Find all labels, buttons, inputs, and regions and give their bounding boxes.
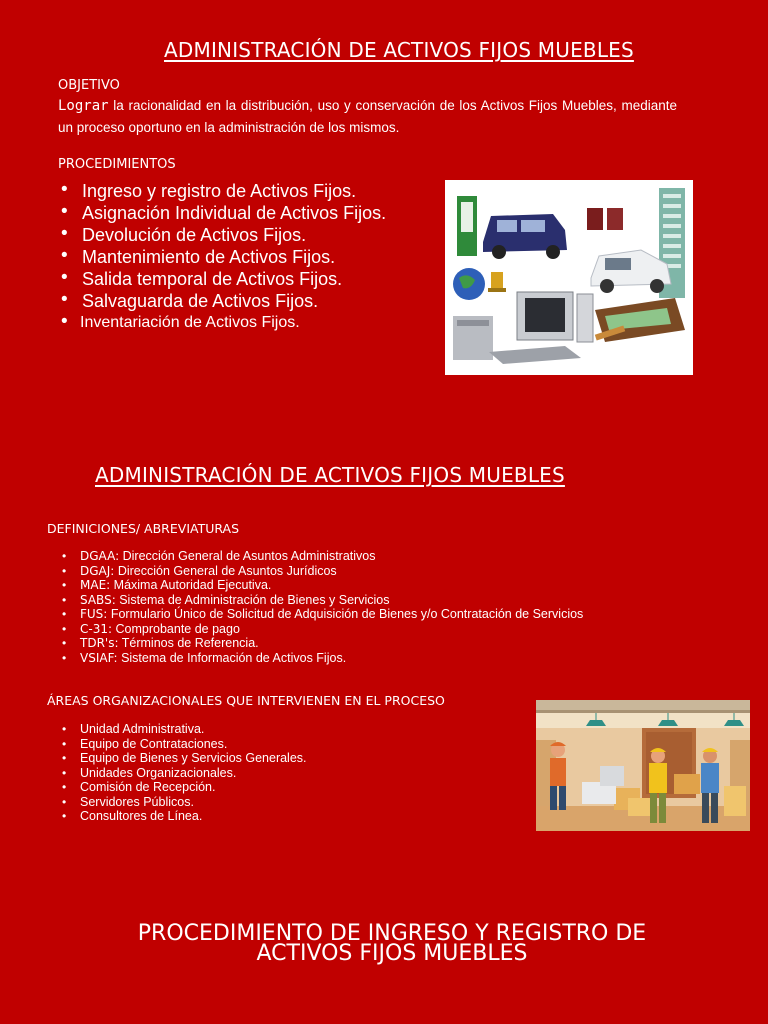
procedures-label: PROCEDIMIENTOS: [58, 157, 176, 172]
slide3-title-line2: ACTIVOS FIJOS MUEBLES: [256, 941, 528, 966]
list-item: • Asignación Individual de Activos Fijos.: [58, 202, 386, 224]
list-item: • Unidades Organizacionales.: [47, 766, 307, 781]
objective-text: [58, 95, 677, 138]
list-item: [47, 651, 583, 666]
areas-list: [47, 722, 307, 824]
list-item: • Equipo de Contrataciones.: [47, 737, 307, 752]
abbreviation: C-31:: [80, 621, 113, 636]
slide1-title: ADMINISTRACIÓN DE ACTIVOS FIJOS MUEBLES: [164, 38, 634, 62]
slide3-title: [84, 921, 700, 966]
list-item: • Servidores Públicos.: [47, 795, 307, 810]
list-item: [47, 549, 583, 564]
procedures-list: [58, 180, 386, 334]
list-item: • Unidad Administrativa.: [47, 722, 307, 737]
list-item: [47, 578, 583, 593]
abbreviation: MAE:: [80, 578, 111, 592]
slide2-title: ADMINISTRACIÓN DE ACTIVOS FIJOS MUEBLES: [95, 463, 565, 487]
list-item: • Comisión de Recepción.: [47, 780, 307, 795]
definition: Sistema de Información de Activos Fijos.: [117, 650, 347, 665]
list-item: • Salvaguarda de Activos Fijos.: [58, 290, 386, 312]
assets-collage-image: [445, 180, 693, 375]
definition: Comprobante de pago: [112, 621, 240, 636]
list-item: • Devolución de Activos Fijos.: [58, 224, 386, 246]
slide3-title-line1: PROCEDIMIENTO DE INGRESO Y REGISTRO DE: [137, 921, 647, 946]
list-item: [47, 622, 583, 637]
definitions-list: [47, 549, 583, 665]
warehouse-workers-image: [536, 700, 750, 831]
list-item: [47, 636, 583, 651]
objective-body: la racionalidad en la distribución, uso y conservación de los Activos Fijos Muebles, mediante un proceso oportuno en la administración de los mismos.: [58, 98, 677, 135]
abbreviation: TDR's:: [80, 636, 119, 650]
definition: Dirección General de Asuntos Jurídicos: [114, 563, 337, 578]
objective-label: OBJETIVO: [58, 78, 120, 93]
list-item: [47, 607, 583, 622]
definition: Dirección General de Asuntos Administrativos: [119, 549, 376, 563]
areas-label: ÁREAS ORGANIZACIONALES QUE INTERVIENEN EN EL PROCESO: [47, 693, 445, 708]
list-item: • Ingreso y registro de Activos Fijos.: [58, 180, 386, 202]
definition: Sistema de Administración de Bienes y Servicios: [115, 592, 390, 607]
list-item: • Mantenimiento de Activos Fijos.: [58, 246, 386, 268]
definition: Máxima Autoridad Ejecutiva.: [110, 578, 272, 592]
definition: Formulario Único de Solicitud de Adquisición de Bienes y/o Contratación de Servicios: [107, 607, 584, 621]
list-item: [47, 593, 583, 608]
list-item: • Consultores de Línea.: [47, 809, 307, 824]
abbreviation: SABS:: [80, 592, 116, 607]
abbreviation: FUS:: [80, 607, 108, 621]
definitions-label: DEFINICIONES/ ABREVIATURAS: [47, 521, 240, 536]
abbreviation: DGAA:: [80, 549, 120, 563]
objective-lead: Lograr: [58, 98, 109, 114]
abbreviation: DGAJ:: [80, 563, 115, 578]
list-item: • Equipo de Bienes y Servicios Generales.: [47, 751, 307, 766]
list-item: • Salida temporal de Activos Fijos.: [58, 268, 386, 290]
definition: Términos de Referencia.: [118, 636, 259, 650]
list-item: [47, 564, 583, 579]
list-item: • Inventariación de Activos Fijos.: [58, 312, 386, 334]
abbreviation: VSIAF:: [80, 650, 118, 665]
